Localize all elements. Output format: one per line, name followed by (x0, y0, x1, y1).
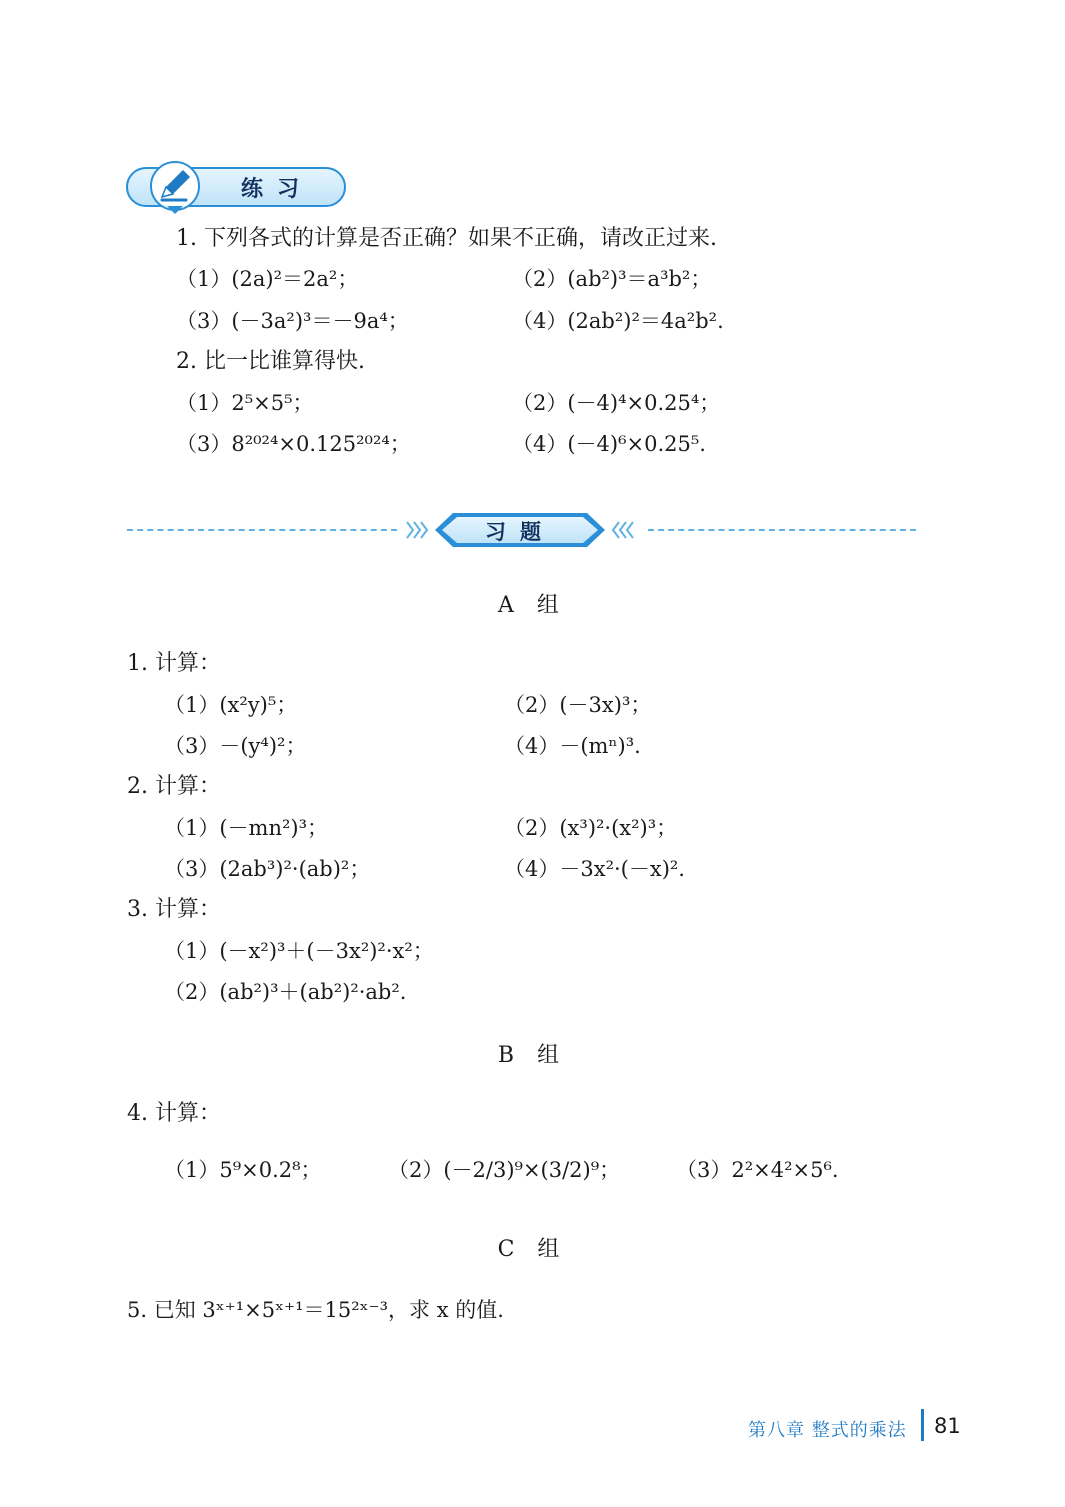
exercise-q4-item3: （3）2²×4²×5⁶. (676, 1158, 839, 1182)
exercise-q3-item2: （2）(ab²)³＋(ab²)²·ab². (164, 980, 407, 1004)
exercise-q1-item3: （3）－(y⁴)²； (164, 734, 307, 758)
exercise-q4-item2: （2）(－2/3)⁹×(3/2)⁹； (388, 1158, 621, 1182)
chapter-footer: 第八章 整式的乘法 (748, 1420, 907, 1441)
practice-q2-item1: （1）2⁵×5⁵； (176, 391, 314, 415)
exercise-q4-item1: （1）5⁹×0.2⁸； (164, 1158, 322, 1182)
practice-q2-item4: （4）(－4)⁶×0.25⁵. (512, 432, 706, 456)
pencil-icon (156, 166, 196, 204)
group-a-heading: A 组 (498, 593, 567, 618)
practice-q1-item2: （2）(ab²)³＝a³b²； (512, 267, 712, 291)
page-number: 81 (934, 1414, 961, 1438)
practice-q1-item4: （4）(2ab²)²＝4a²b². (512, 309, 724, 333)
exercise-q3-item1: （1）(－x²)³＋(－3x²)²·x²； (164, 939, 434, 963)
exercise-q2-item2: （2）(x³)²·(x²)³； (504, 816, 678, 840)
exercise-q3-stem: 3. 计算： (127, 897, 221, 922)
practice-q2-item3: （3）8²⁰²⁴×0.125²⁰²⁴； (176, 432, 411, 456)
divider-left (127, 529, 397, 531)
exercise-q2-item3: （3）(2ab³)²·(ab)²； (164, 857, 371, 881)
practice-title: 练习 (240, 177, 313, 202)
practice-q2-stem: 2. 比一比谁算得快. (176, 349, 365, 374)
exercises-title: 习题 (485, 520, 555, 544)
exercise-q2-item4: （4）－3x²·(－x)². (504, 857, 685, 881)
exercise-q2-stem: 2. 计算： (127, 774, 221, 799)
group-c-heading: C 组 (497, 1237, 568, 1262)
footer-divider (921, 1409, 924, 1441)
exercise-q1-item2: （2）(－3x)³； (504, 693, 652, 717)
exercise-q2-item1: （1）(－mn²)³； (164, 816, 329, 840)
exercise-q4-stem: 4. 计算： (127, 1101, 221, 1126)
practice-q2-item2: （2）(－4)⁴×0.25⁴； (512, 391, 721, 415)
divider-right (648, 529, 916, 531)
practice-q1-stem: 1. 下列各式的计算是否正确？如果不正确，请改正过来. (176, 226, 717, 251)
exercise-q1-stem: 1. 计算： (127, 651, 221, 676)
practice-q1-item3: （3）(－3a²)³＝－9a⁴； (176, 309, 409, 333)
group-b-heading: B 组 (497, 1043, 568, 1068)
exercise-q5-stem: 5. 已知 3ˣ⁺¹×5ˣ⁺¹＝15²ˣ⁻³，求 x 的值. (127, 1298, 504, 1322)
exercise-q1-item1: （1）(x²y)⁵； (164, 693, 298, 717)
practice-q1-item1: （1）(2a)²＝2a²； (176, 267, 359, 291)
exercise-q1-item4: （4）－(mⁿ)³. (504, 734, 641, 758)
